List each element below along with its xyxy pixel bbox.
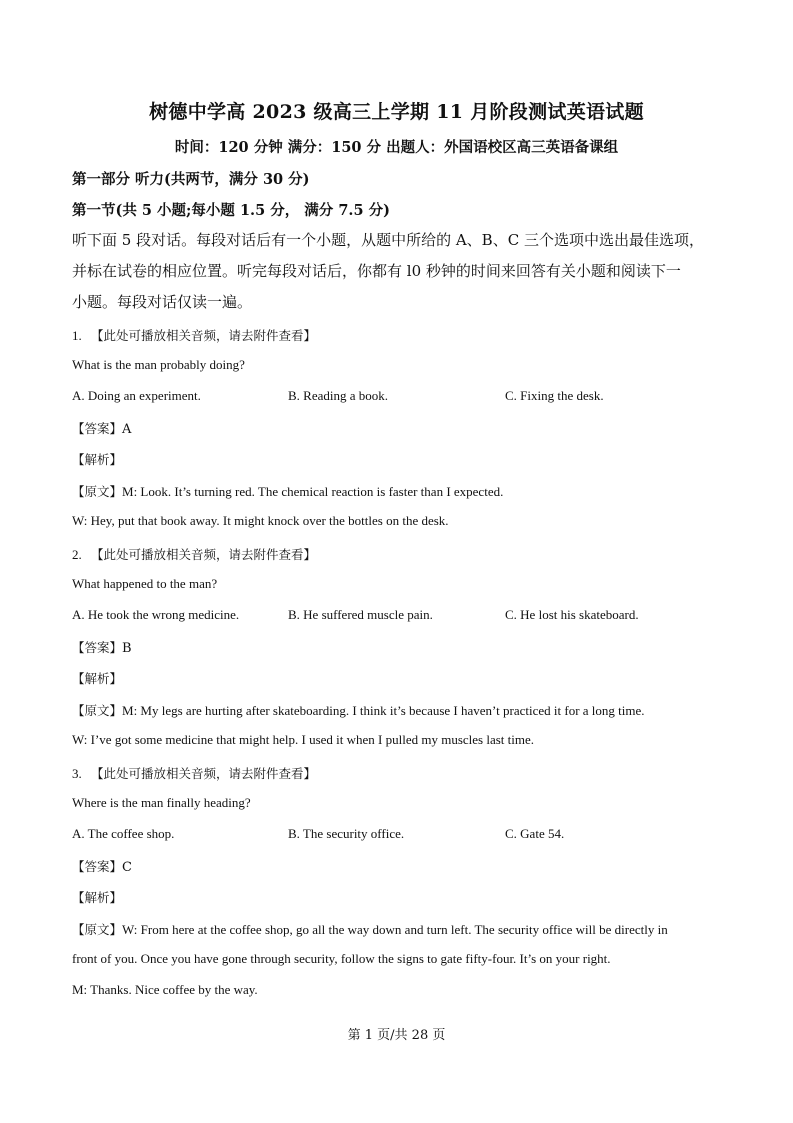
analysis-label: 【解析】 bbox=[72, 890, 123, 905]
question-3-option-b: B. The security office. bbox=[288, 826, 405, 841]
original-label: 【原文】 bbox=[72, 922, 123, 937]
question-3-option-a: A. The coffee shop. bbox=[72, 826, 175, 841]
answer-label: 【答案】 bbox=[72, 421, 123, 436]
question-3-analysis bbox=[72, 888, 122, 906]
question-1-stem: What is the man probably doing? bbox=[72, 357, 245, 372]
question-2-option-b: B. He suffered muscle pain. bbox=[288, 607, 433, 622]
page-footer: 第 1 页/共 28 页 bbox=[347, 1028, 446, 1043]
exam-title: 树德中学高 2023 级高三上学期 11 月阶段测试英语试题 bbox=[149, 101, 644, 123]
exam-subtitle: 时间：120 分钟 满分：150 分 出题人：外国语校区高三英语备课组 bbox=[174, 139, 619, 156]
question-2-stem: What happened to the man? bbox=[72, 576, 218, 591]
answer-value: B bbox=[122, 641, 132, 656]
question-2-option-a: A. He took the wrong medicine. bbox=[72, 607, 240, 622]
question-2-analysis bbox=[72, 669, 122, 687]
question-2-transcript-line-2: W: I’ve got some medicine that might help. I used it when I pulled my muscles last time. bbox=[72, 732, 535, 747]
instruction-line-1: 听下面 5 段对话。每段对话后有一个小题，从题中所给的 A、B、C 三个选项中选出最佳选项， bbox=[72, 231, 704, 249]
question-1-transcript-line-1 bbox=[72, 482, 503, 500]
original-label: 【原文】 bbox=[72, 703, 123, 718]
analysis-label: 【解析】 bbox=[72, 671, 123, 686]
question-1-option-b: B. Reading a book. bbox=[288, 388, 389, 403]
transcript-text: M: Look. It’s turning red. The chemical reaction is faster than I expected. bbox=[122, 484, 504, 499]
part-heading: 第一部分 听力(共两节，满分 30 分) bbox=[72, 171, 310, 188]
question-1-answer bbox=[72, 419, 131, 437]
question-3-option-c: C. Gate 54. bbox=[505, 826, 565, 841]
question-1-option-a: A. Doing an experiment. bbox=[72, 388, 201, 403]
transcript-text: M: My legs are hurting after skateboarding. I think it’s because I haven’t practiced it for a long time. bbox=[122, 703, 645, 718]
question-3-stem: Where is the man finally heading? bbox=[72, 795, 251, 810]
section-heading: 第一节(共 5 小题;每小题 1.5 分， 满分 7.5 分) bbox=[72, 202, 390, 219]
question-1-analysis bbox=[72, 450, 122, 468]
answer-label: 【答案】 bbox=[72, 640, 123, 655]
question-number: 1. bbox=[72, 328, 82, 343]
question-3-answer bbox=[72, 857, 132, 875]
question-1-option-c: C. Fixing the desk. bbox=[505, 388, 604, 403]
original-label: 【原文】 bbox=[72, 484, 123, 499]
answer-value: A bbox=[122, 422, 132, 437]
question-number: 3. bbox=[72, 766, 82, 781]
transcript-text: W: From here at the coffee shop, go all the way down and turn left. The security office will be directly in bbox=[122, 922, 668, 937]
question-3-transcript-line-1 bbox=[72, 920, 668, 938]
answer-value: C bbox=[122, 860, 132, 875]
question-3-header bbox=[72, 764, 316, 782]
audio-note[interactable]: 【此处可播放相关音频，请去附件查看】 bbox=[91, 547, 317, 562]
audio-note[interactable]: 【此处可播放相关音频，请去附件查看】 bbox=[91, 328, 317, 343]
answer-label: 【答案】 bbox=[72, 859, 123, 874]
instruction-line-2: 并标在试卷的相应位置。听完每段对话后，你都有 l0 秒钟的时间来回答有关小题和阅读下一 bbox=[72, 262, 681, 280]
question-3-transcript-line-2: front of you. Once you have gone through security, follow the signs to gate fifty-four. It’s on your right. bbox=[72, 951, 611, 966]
instruction-line-3: 小题。每段对话仅读一遍。 bbox=[72, 293, 253, 311]
question-number: 2. bbox=[72, 547, 82, 562]
question-2-transcript-line-1 bbox=[72, 701, 645, 719]
question-2-header bbox=[72, 545, 316, 563]
question-1-header bbox=[72, 326, 316, 344]
question-1-transcript-line-2: W: Hey, put that book away. It might knock over the bottles on the desk. bbox=[72, 513, 449, 528]
analysis-label: 【解析】 bbox=[72, 452, 123, 467]
audio-note[interactable]: 【此处可播放相关音频，请去附件查看】 bbox=[91, 766, 317, 781]
question-2-option-c: C. He lost his skateboard. bbox=[505, 607, 639, 622]
question-3-transcript-line-3: M: Thanks. Nice coffee by the way. bbox=[72, 982, 258, 997]
question-2-answer bbox=[72, 638, 132, 656]
